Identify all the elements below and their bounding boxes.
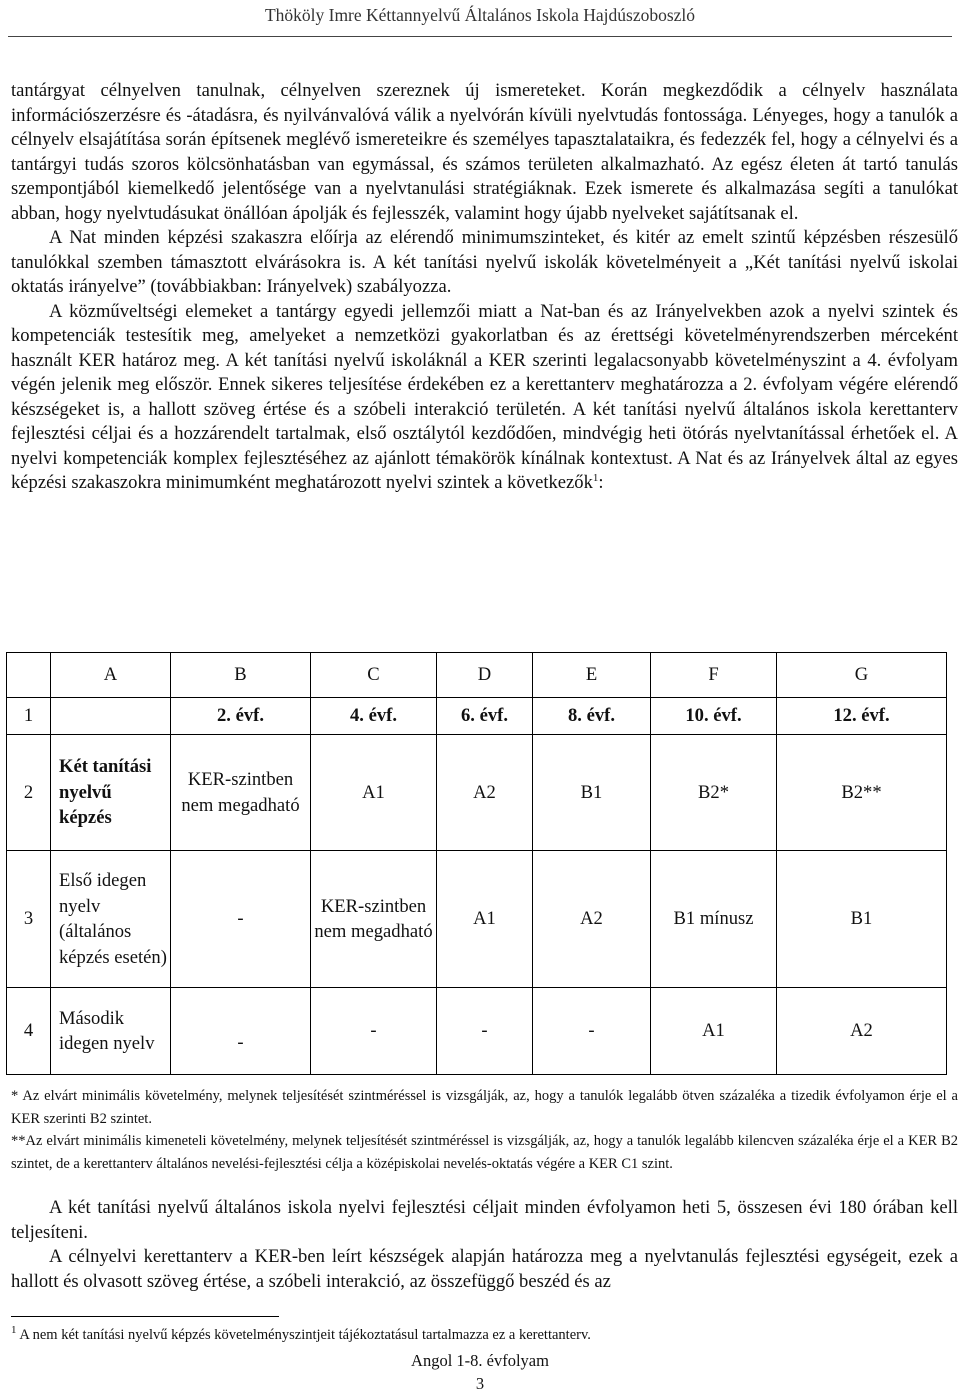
table-cell-corner	[7, 653, 51, 698]
table-cell-grade: 8. évf.	[533, 698, 651, 735]
paragraph-2: A Nat minden képzési szakaszra előírja az elérendő minimumszinteket, és kitér az emelt szintű képzésben részesülő tanulókkal szemben támasztott elvárásokra is. A két tanítási nyelvű iskolák követelményeit a „Két tanítási nyelvű iskolai oktatás irányelve” (továbbiakban: Irányelvek) szabályozza.	[11, 227, 958, 297]
table-cell-g: B2**	[777, 735, 947, 851]
table-cell-letter-d: D	[437, 653, 533, 698]
table-cell-f: A1	[651, 988, 777, 1075]
table-cell-e: B1	[533, 735, 651, 851]
table-cell-c: A1	[311, 735, 437, 851]
table-cell-grade: 12. évf.	[777, 698, 947, 735]
footnote-reference[interactable]: 1	[592, 471, 599, 484]
table-cell-letter-b: B	[171, 653, 311, 698]
table-row-letters	[7, 653, 947, 698]
table-row-number: 2	[7, 735, 51, 851]
table-cell-e: -	[533, 988, 651, 1075]
paragraph-1: tantárgyat célnyelven tanulnak, célnyelven szereznek új ismereteket. Korán megkezdődik a célnyelv használata információszerzésre és -átadásra, és nyilvánvalóvá válik a nyelvórán kívüli nyelvtudás fontossága. Lényeges, hogy a tanulók a célnyelv elsajátítása során építsenek meglévő ismereteikre és személyes tapasztalataikra, és fedezzék fel, hogy a célnyelvi és a tantárgyi tudás szoros kölcsönhatásban van egymással, és számos területen alkalmazható. Az egész életen át tartó tanulás szempontjából kiemelkedő jelentősége van a nyelvtanulási stratégiáknak. Ezek ismerete és alkalmazása segíti a tanulókat abban, hogy nyelvtudásukat önállóan ápolják és fejlesszék, valamint hogy újabb nyelveket sajátítsanak el.	[11, 80, 958, 224]
table-cell-g: A2	[777, 988, 947, 1075]
language-levels-table	[6, 652, 947, 1075]
paragraph-3-tail: :	[598, 472, 604, 493]
table-row-grades	[7, 698, 947, 735]
footnote-text: A nem két tanítási nyelvű képzés követelményszintjeit tájékoztatásul tartalmazza ez a kerettanterv.	[16, 1327, 591, 1343]
table-cell-letter-f: F	[651, 653, 777, 698]
table-cell-d: A1	[437, 851, 533, 988]
table-cell-letter-c: C	[311, 653, 437, 698]
body-text-bottom	[11, 1196, 958, 1294]
table-row-second-language	[7, 988, 947, 1075]
table-cell-b	[171, 988, 311, 1075]
table-cell-letter-g: G	[777, 653, 947, 698]
note-double-star: **Az elvárt minimális kimeneteli követelmény, melynek teljesítését szintméréssel is vizsgálják, az, hogy a tanulók legalább kilencven százaléka érje el a KER B2 szintet, de a kerettanterv általános nevelési-fejlesztési célja a középiskolai nevelés-oktatás végére a KER C1 szint.	[11, 1133, 958, 1172]
table-cell-c: -	[311, 988, 437, 1075]
footnote-mark: 1	[11, 1324, 17, 1337]
table-cell-empty	[51, 698, 171, 735]
note-single-star: * Az elvárt minimális követelmény, melynek teljesítését szintméréssel is vizsgálják, az, hogy a tanulók legalább ötven százaléka a tizedik évfolyamon érje el a KER szerinti B2 szintet.	[11, 1088, 958, 1127]
footnote	[11, 1325, 958, 1345]
table-cell-label: Második idegen nyelv	[51, 988, 171, 1075]
table-row-number: 3	[7, 851, 51, 988]
table-cell-label: Első idegen nyelv (általános képzés esetén)	[51, 851, 171, 988]
table-cell-e: A2	[533, 851, 651, 988]
table-cell-g: B1	[777, 851, 947, 988]
page-number: 3	[475, 1374, 485, 1393]
table-cell-label: Két tanítási nyelvű képzés	[51, 735, 171, 851]
table-cell-letter-e: E	[533, 653, 651, 698]
table-cell-c: KER-szintben nem megadható	[311, 851, 437, 988]
header-rule	[8, 36, 952, 37]
table-notes	[11, 1085, 958, 1175]
paragraph-4: A két tanítási nyelvű általános iskola nyelvi fejlesztési céljait minden évfolyamon heti 5, összesen évi 180 órában kell teljesíteni.	[11, 1197, 958, 1243]
table-cell-d: -	[437, 988, 533, 1075]
table-row-number: 1	[7, 698, 51, 735]
footer-course: Angol 1-8. évfolyam	[411, 1351, 549, 1370]
table-cell-d: A2	[437, 735, 533, 851]
table-row-bilingual	[7, 735, 947, 851]
table-cell-grade: 10. évf.	[651, 698, 777, 735]
table-cell-grade: 6. évf.	[437, 698, 533, 735]
paragraph-3-text: A közműveltségi elemeket a tantárgy egyedi jellemzői miatt a Nat-ban és az Irányelvekben azok a nyelvi szintek és kompetenciák testesítik meg, amelyeket a nemzetközi gyakorlatban és az érettségi követelményrendszerben mérceként használt KER határoz meg. A két tanítási nyelvű iskoláknál a KER szerinti legalacsonyabb követelményszint a 4. évfolyam végén jelenik meg először. Ennek sikeres teljesítése érdekében ez a kerettanterv meghatározza a 2. évfolyam végére elérendő készségeket is, a hallott szöveg értése és a szóbeli interakció területén. A két tanítási nyelvű általános iskola kerettanterv fejlesztési céljai és a hozzárendelt tartalmak, első osztálytól kezdődően, mindvégig heti ötórás nyelvtanítással érhetőek el. A nyelvi kompetenciák komplex fejlesztéséhez az ajánlott témakörök kínálnak kontextust. A Nat és az Irányelvek által az egyes képzési szakaszokra minimumként meghatározott nyelvi szintek a következők	[11, 300, 958, 493]
table-row-first-language	[7, 851, 947, 988]
table-cell-f: B1 mínusz	[651, 851, 777, 988]
table-cell-letter-a: A	[51, 653, 171, 698]
paragraph-5: A célnyelvi kerettanterv a KER-ben leírt készségek alapján határozza meg a nyelvtanulás fejlesztési egységeit, ezek a hallott és olvasott szöveg értése, a szóbeli interakció, az összefüggő beszéd és az	[11, 1246, 958, 1292]
table-cell-b: -	[171, 851, 311, 988]
footnote-rule	[11, 1316, 279, 1317]
table-cell-grade: 4. évf.	[311, 698, 437, 735]
table-cell-b-text: -	[237, 1032, 244, 1054]
table-row-number: 4	[7, 988, 51, 1075]
table-cell-b: KER-szintben nem megadható	[171, 735, 311, 851]
body-text-top	[11, 79, 958, 496]
page-header: Thököly Imre Kéttannyelvű Általános Iskola Hajdúszoboszló	[264, 5, 696, 25]
paragraph-3	[11, 300, 958, 496]
table-cell-f: B2*	[651, 735, 777, 851]
table-cell-grade: 2. évf.	[171, 698, 311, 735]
